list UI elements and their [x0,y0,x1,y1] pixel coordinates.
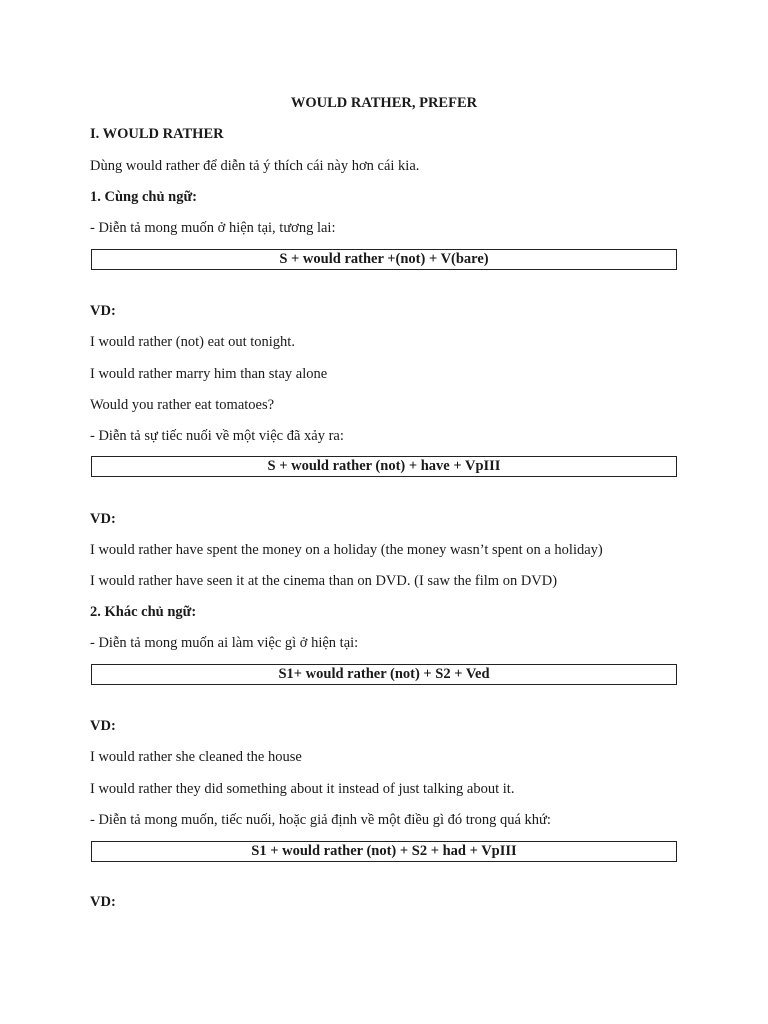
formula-box: S1+ would rather (not) + S2 + Ved [91,664,677,685]
example-sentence: I would rather have seen it at the cinema than on DVD. (I saw the film on DVD) [90,573,558,589]
example-label: VD: [90,894,116,910]
example-sentence: Would you rather eat tomatoes? [90,397,275,413]
subsection-heading-same-subject: 1. Cùng chủ ngữ: [90,189,198,205]
document-title: WOULD RATHER, PREFER [290,95,478,111]
formula-box: S + would rather +(not) + V(bare) [91,249,677,270]
point-text: - Diễn tả mong muốn ai làm việc gì ở hiện tại: [90,635,359,651]
point-text: - Diễn tả sự tiếc nuối về một việc đã xảy ra: [90,428,344,444]
example-label: VD: [90,718,116,734]
example-sentence: I would rather (not) eat out tonight. [90,334,295,350]
example-sentence: I would rather they did something about it instead of just talking about it. [90,781,515,797]
formula-box: S + would rather (not) + have + VpIII [91,456,677,477]
example-sentence: I would rather have spent the money on a holiday (the money wasn’t spent on a holiday) [90,542,603,558]
formula-box: S1 + would rather (not) + S2 + had + VpIII [91,841,677,862]
point-text: - Diễn tả mong muốn, tiếc nuối, hoặc giả định về một điều gì đó trong quá khứ: [90,812,551,828]
example-sentence: I would rather marry him than stay alone [90,366,328,382]
point-text: - Diễn tả mong muốn ở hiện tại, tương lai: [90,220,336,236]
intro-text: Dùng would rather để diễn tả ý thích cái này hơn cái kia. [90,158,420,174]
example-sentence: I would rather she cleaned the house [90,749,302,765]
example-label: VD: [90,303,116,319]
example-label: VD: [90,511,116,527]
section-heading-would-rather: I. WOULD RATHER [90,126,224,142]
subsection-heading-different-subject: 2. Khác chủ ngữ: [90,604,197,620]
